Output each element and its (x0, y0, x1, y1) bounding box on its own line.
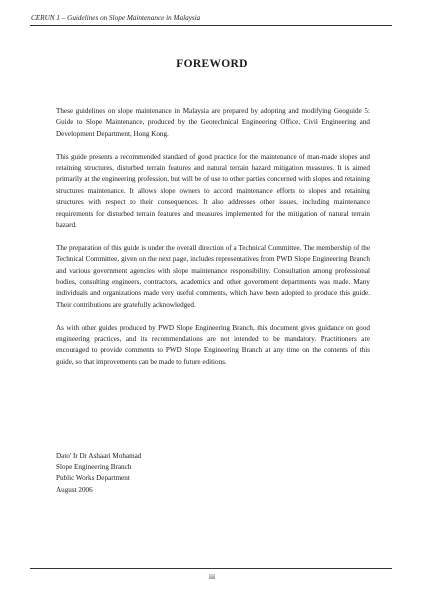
signature-date: August 2006 (56, 485, 93, 494)
paragraph-1: These guidelines on slope maintenance in Malaysia are prepared by adopting and modifying Geoguide 5: Guide to Slope Maintenance, produced by the Geotechnical Engineering Office, Civil Engineering and Development Department, Hong Kong. (56, 107, 370, 138)
page-title: FOREWORD (176, 58, 248, 70)
page-number: iii (208, 572, 216, 581)
signatory-name: Dato' Ir Dr Ashaari Mohamad (56, 452, 142, 460)
paragraph-4: As with other guides produced by PWD Slope Engineering Branch, this document gives guidance on good engineering practices, and its recommendations are not intended to be mandatory. Practitioners are encouraged to provide comments to PWD Slope Engineering Branch at any time on the contents of this guide, so that improvements can be made to future editions. (56, 323, 370, 366)
footer-rule (30, 568, 392, 569)
signatory-unit: Slope Engineering Branch (56, 463, 132, 472)
paragraph-3: The preparation of this guide is under the overall direction of a Technical Committee. The membership of the Technical Committee, given on the next page, includes representatives from PWD Slope Engineering Branch and various government agencies with slope maintenance responsibility. Consultation among professional bodies, consulting engineers, contractors, academics and other government departments was made. Many individuals and organizations made very useful comments, which have been adopted to produce this guide. Their contributions are gratefully acknowledged. (56, 243, 370, 309)
signature-block (56, 451, 256, 496)
running-header: CERUN 1 – Guidelines on Slope Maintenance in Malaysia (31, 14, 201, 22)
header-rule (30, 25, 392, 26)
signatory-department: Public Works Department (56, 474, 130, 483)
paragraph-2: This guide presents a recommended standard of good practice for the maintenance of man-made slopes and retaining structures, disturbed terrain features and natural terrain hazard mitigation measures. It is aimed primarily at the engineering profession, but will be of use to other parties concerned with slopes and retaining structures maintenance. It allows slope owners to accord maintenance efforts to slopes and retaining structures with respect to their consequences. It also addresses other issues, including maintenance requirements for disturbed terrain features and measures implemented for the mitigation of natural terrain hazard. (56, 152, 370, 230)
foreword-body (56, 106, 370, 380)
